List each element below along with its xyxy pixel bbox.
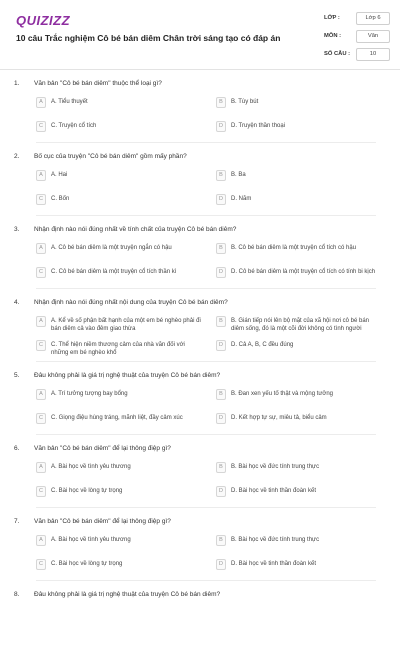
option-text: C. Truyện cổ tích [51, 123, 97, 129]
option-a[interactable] [36, 535, 204, 548]
option-badge: C [36, 267, 46, 278]
option-badge: B [216, 462, 226, 473]
option-text: D. Cả A, B, C đều đúng [231, 342, 294, 348]
question-5 [0, 370, 400, 443]
option-badge: B [216, 170, 226, 181]
option-badge: A [36, 170, 46, 181]
question-number: 2. [14, 153, 20, 160]
question-text: Bố cục của truyện "Cô bé bán diêm" gồm mấy phần? [34, 153, 187, 160]
option-badge: D [216, 267, 226, 278]
question-number: 8. [14, 591, 20, 598]
option-text: D. Cô bé bán diêm là một truyện cổ tích có tính bi kịch [231, 269, 376, 275]
option-a[interactable] [36, 243, 204, 256]
option-text: C. Bốn [51, 196, 70, 202]
divider [36, 507, 376, 508]
option-d[interactable] [216, 267, 384, 287]
option-d[interactable] [216, 121, 384, 134]
option-badge: D [216, 340, 226, 351]
option-c[interactable] [36, 340, 204, 360]
meta-value: 10 [356, 48, 390, 61]
option-badge: B [216, 535, 226, 546]
question-text: Đâu không phải là giá trị nghệ thuật của truyện Cô bé bán diêm? [34, 591, 221, 598]
meta-value: Lớp 6 [356, 12, 390, 25]
meta-grade [324, 12, 390, 28]
question-7 [0, 516, 400, 589]
option-c[interactable] [36, 194, 204, 207]
question-2 [0, 151, 400, 224]
option-badge: C [36, 340, 46, 351]
divider [36, 215, 376, 216]
option-d[interactable] [216, 486, 384, 499]
option-badge: C [36, 486, 46, 497]
option-c[interactable] [36, 559, 204, 572]
option-d[interactable] [216, 559, 384, 572]
divider [36, 434, 376, 435]
option-text: B. Bài học về đức tính trung thực [231, 464, 320, 470]
option-text: B. Gián tiếp nói lên bộ mặt của xã hội nơi cô bé bán diêm sống, đó là một cõi đời không có tình người [231, 318, 370, 332]
question-text: Đâu không phải là giá trị nghệ thuật của truyện Cô bé bán diêm? [34, 372, 221, 379]
meta-label: SỐ CÂU : [324, 51, 351, 57]
option-text: A. Hai [51, 172, 68, 178]
divider [36, 142, 376, 143]
meta-label: MÔN : [324, 33, 342, 39]
option-b[interactable] [216, 535, 384, 548]
option-badge: C [36, 413, 46, 424]
option-badge: C [36, 121, 46, 132]
option-badge: D [216, 486, 226, 497]
option-text: D. Bài học về tinh thần đoàn kết [231, 488, 317, 494]
page-title: 10 câu Trắc nghiệm Cô bé bán diêm Chân trời sáng tạo có đáp án [16, 33, 281, 43]
option-badge: A [36, 462, 46, 473]
question-number: 5. [14, 372, 20, 379]
option-a[interactable] [36, 462, 204, 475]
option-text: B. Đan xen yếu tố thật và mộng tưởng [231, 391, 334, 397]
option-badge: D [216, 559, 226, 570]
option-text: A. Tiểu thuyết [51, 99, 88, 105]
option-d[interactable] [216, 340, 384, 353]
option-text: C. Bài học về lòng tự trọng [51, 488, 123, 494]
meta-value: Văn [356, 30, 390, 43]
question-number: 4. [14, 299, 20, 306]
option-text: D. Kết hợp tự sự, miêu tả, biểu cảm [231, 415, 327, 421]
question-4 [0, 297, 400, 370]
option-badge: A [36, 535, 46, 546]
option-text: A. Bài học về tình yêu thương [51, 537, 131, 543]
option-badge: B [216, 97, 226, 108]
option-badge: A [36, 389, 46, 400]
option-d[interactable] [216, 413, 384, 426]
question-number: 6. [14, 445, 20, 452]
divider [36, 580, 376, 581]
question-list [0, 78, 400, 662]
option-text: A. Bài học về tình yêu thương [51, 464, 131, 470]
option-text: D. Truyện thần thoại [231, 123, 286, 129]
option-d[interactable] [216, 194, 384, 207]
option-text: D. Năm [231, 196, 252, 202]
option-text: B. Bài học về đức tính trung thực [231, 537, 320, 543]
option-badge: D [216, 121, 226, 132]
question-3 [0, 224, 400, 297]
option-badge: A [36, 316, 46, 327]
question-text: Văn bản "Cô bé bán diêm" thuộc thể loại gì? [34, 80, 162, 87]
quizizz-logo: QUIZIZZ [16, 13, 71, 28]
option-badge: A [36, 97, 46, 108]
question-number: 7. [14, 518, 20, 525]
option-b[interactable] [216, 170, 384, 183]
option-b[interactable] [216, 316, 384, 336]
meta-count [324, 48, 390, 64]
question-1 [0, 78, 400, 151]
option-b[interactable] [216, 97, 384, 110]
option-text: C. Giọng điệu hùng tráng, mãnh liệt, đầy cảm xúc [51, 415, 183, 421]
option-badge: D [216, 413, 226, 424]
option-text: C. Thể hiện niềm thương cảm của nhà văn đối với những em bé nghèo khổ [51, 342, 185, 356]
question-text: Nhận định nào nói đúng nhất nội dung của truyện Cô bé bán diêm? [34, 299, 228, 306]
option-text: D. Bài học về tinh thần đoàn kết [231, 561, 317, 567]
option-text: C. Cô bé bán diêm là một truyện cổ tích thần kì [51, 269, 177, 275]
divider [36, 361, 376, 362]
option-c[interactable] [36, 486, 204, 499]
question-number: 1. [14, 80, 20, 87]
meta-panel [324, 12, 390, 66]
option-a[interactable] [36, 170, 204, 183]
option-badge: A [36, 243, 46, 254]
option-a[interactable] [36, 389, 204, 402]
option-text: A. Trí tưởng tượng bay bổng [51, 391, 128, 397]
option-b[interactable] [216, 243, 384, 256]
option-badge: B [216, 316, 226, 327]
option-badge: B [216, 389, 226, 400]
divider [36, 288, 376, 289]
option-badge: B [216, 243, 226, 254]
question-number: 3. [14, 226, 20, 233]
option-text: B. Ba [231, 172, 246, 178]
question-6 [0, 443, 400, 516]
question-text: Văn bản "Cô bé bán diêm" để lại thông điệp gì? [34, 518, 171, 525]
question-text: Nhận định nào nói đúng nhất về tính chất của truyện Cô bé bán diêm? [34, 226, 237, 233]
page-header [0, 0, 400, 70]
option-c[interactable] [36, 121, 204, 134]
option-c[interactable] [36, 413, 204, 426]
option-b[interactable] [216, 462, 384, 475]
option-badge: C [36, 194, 46, 205]
option-badge: C [36, 559, 46, 570]
option-text: B. Cô bé bán diêm là một truyện cổ tích có hậu [231, 245, 357, 251]
option-c[interactable] [36, 267, 204, 280]
option-b[interactable] [216, 389, 384, 402]
meta-subject [324, 30, 390, 46]
option-a[interactable] [36, 316, 204, 336]
option-text: A. Kể về số phận bất hạnh của một em bé nghèo phải đi bán diêm cả vào đêm giao thừa [51, 318, 201, 332]
option-badge: D [216, 194, 226, 205]
question-text: Văn bản "Cô bé bán diêm" để lại thông điệp gì? [34, 445, 171, 452]
option-text: C. Bài học về lòng tự trọng [51, 561, 123, 567]
meta-label: LỚP : [324, 15, 340, 21]
option-text: B. Tùy bút [231, 99, 259, 105]
option-text: A. Cô bé bán diêm là một truyện ngắn có hậu [51, 245, 172, 251]
option-a[interactable] [36, 97, 204, 110]
